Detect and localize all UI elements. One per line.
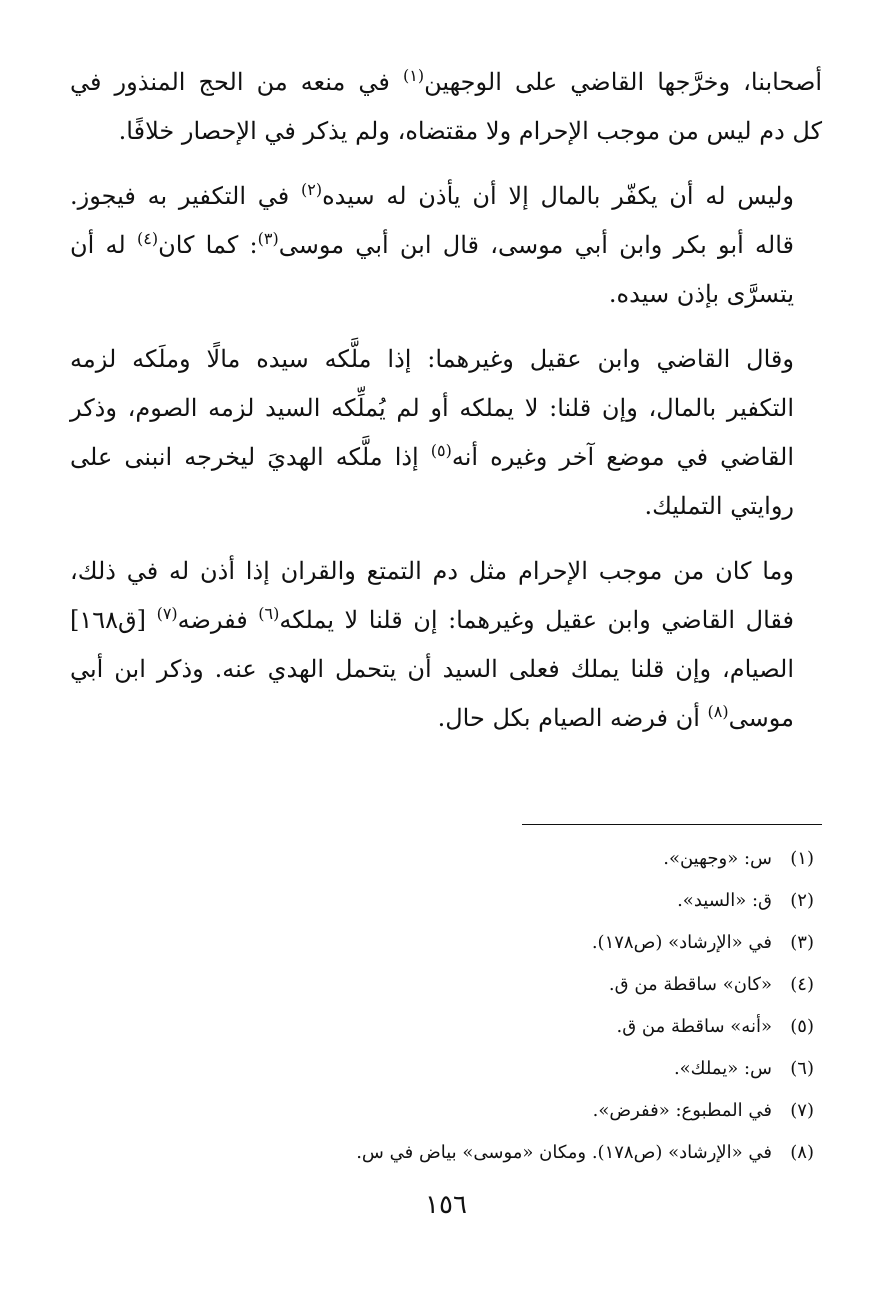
footnote xyxy=(114,1006,814,1048)
text-segment: كل دم ليس من موجب الإحرام ولا مقتضاه، ولم يذكر في الإحصار خلافًا. xyxy=(118,117,822,145)
footnote-text: «كان» ساقطة من ق. xyxy=(608,974,772,995)
text-segment: القاضي في موضع آخر وغيره أنه xyxy=(451,443,794,471)
footnote-text: «أنه» ساقطة من ق. xyxy=(616,1016,772,1037)
text-line xyxy=(70,645,822,694)
text-segment: له أن xyxy=(70,231,137,259)
footnote-ref: (٤) xyxy=(136,229,159,248)
footnote-number: (١) xyxy=(790,848,814,869)
text-segment: روايتي التمليك. xyxy=(644,492,794,520)
text-line xyxy=(70,547,822,596)
footnote xyxy=(114,880,814,922)
text-segment: أصحابنا، وخرَّجها القاضي على الوجهين xyxy=(424,68,823,96)
text-segment: فقال القاضي وابن عقيل وغيرهما: إن قلنا لا يملكه xyxy=(279,606,794,634)
text-line xyxy=(70,433,822,482)
footnote-number: (٢) xyxy=(790,890,814,911)
footnote-ref: (٢) xyxy=(300,180,323,199)
footnote-ref: (٨) xyxy=(707,702,729,721)
text-segment: أن فرضه الصيام بكل حال. xyxy=(437,704,708,732)
text-line xyxy=(70,482,822,531)
text-line xyxy=(70,335,822,384)
text-line xyxy=(70,172,822,221)
footnote xyxy=(114,1132,814,1174)
text-line xyxy=(70,270,822,319)
footnote xyxy=(114,1048,814,1090)
main-text xyxy=(70,58,822,759)
footnote-divider xyxy=(522,824,822,825)
text-segment: التكفير بالمال، وإن قلنا: لا يملكه أو لم يُملِّكه السيد لزمه الصوم، وذكر xyxy=(70,394,794,422)
footnote-text: في «الإرشاد» (ص١٧٨). ومكان «موسى» بياض في س. xyxy=(356,1142,772,1163)
text-line xyxy=(70,221,822,270)
paragraph xyxy=(70,58,822,156)
text-line xyxy=(70,596,822,645)
footnote-number: (٣) xyxy=(790,932,814,953)
text-segment: وقال القاضي وابن عقيل وغيرهما: إذا ملَّكه سيده مالًا وملَكه لزمه xyxy=(70,345,794,373)
text-segment: وما كان من موجب الإحرام مثل دم التمتع والقران إذا أذن له في ذلك، xyxy=(70,557,794,585)
footnote-number: (٨) xyxy=(790,1142,814,1163)
page-number: ١٥٦ xyxy=(425,1190,467,1220)
footnote xyxy=(114,964,814,1006)
footnote-number: (٤) xyxy=(790,974,814,995)
text-segment: ففرضه xyxy=(177,606,259,634)
footnote-text: في المطبوع: «ففرض». xyxy=(592,1100,772,1121)
footnote-text: في «الإرشاد» (ص١٧٨). xyxy=(591,932,772,953)
text-line xyxy=(70,384,822,433)
footnote-text: ق: «السيد». xyxy=(677,890,772,911)
footnote-number: (٦) xyxy=(790,1058,814,1079)
footnote-ref: (٦) xyxy=(258,604,280,623)
text-line xyxy=(70,58,822,107)
text-line xyxy=(70,107,822,156)
text-segment: قاله أبو بكر وابن أبي موسى، قال ابن أبي موسى xyxy=(278,231,794,259)
footnote-ref: (٣) xyxy=(257,229,279,248)
text-line xyxy=(70,694,822,743)
text-segment: في التكفير به فيجوز. xyxy=(70,182,301,210)
text-segment: : كما كان xyxy=(158,231,258,259)
text-segment: [ق١٦٨] xyxy=(70,606,157,634)
text-segment: الصيام، وإن قلنا يملك فعلى السيد أن يتحمل الهدي عنه. وذكر ابن أبي xyxy=(70,655,794,683)
footnote-number: (٥) xyxy=(790,1016,814,1037)
text-segment: موسى xyxy=(728,704,794,732)
paragraph xyxy=(70,172,822,319)
text-segment: وليس له أن يكفّر بالمال إلا أن يأذن له سيده xyxy=(322,182,795,210)
text-segment: يتسرَّى بإذن سيده. xyxy=(608,280,794,308)
footnote-text: س: «وجهين». xyxy=(663,848,772,869)
footnote xyxy=(114,838,814,880)
footnote-ref: (٥) xyxy=(430,441,452,460)
text-segment: في منعه من الحج المنذور في xyxy=(70,68,403,96)
footnote-ref: (٧) xyxy=(156,604,178,623)
footnote xyxy=(114,922,814,964)
text-segment: إذا ملَّكه الهديَ ليخرجه انبنى على xyxy=(70,443,431,471)
paragraph xyxy=(70,547,822,743)
footnote-ref: (١) xyxy=(402,66,425,85)
footnote xyxy=(114,1090,814,1132)
footnotes-list xyxy=(114,838,814,1174)
paragraph xyxy=(70,335,822,531)
footnote-number: (٧) xyxy=(790,1100,814,1121)
footnote-text: س: «يملك». xyxy=(673,1058,772,1079)
